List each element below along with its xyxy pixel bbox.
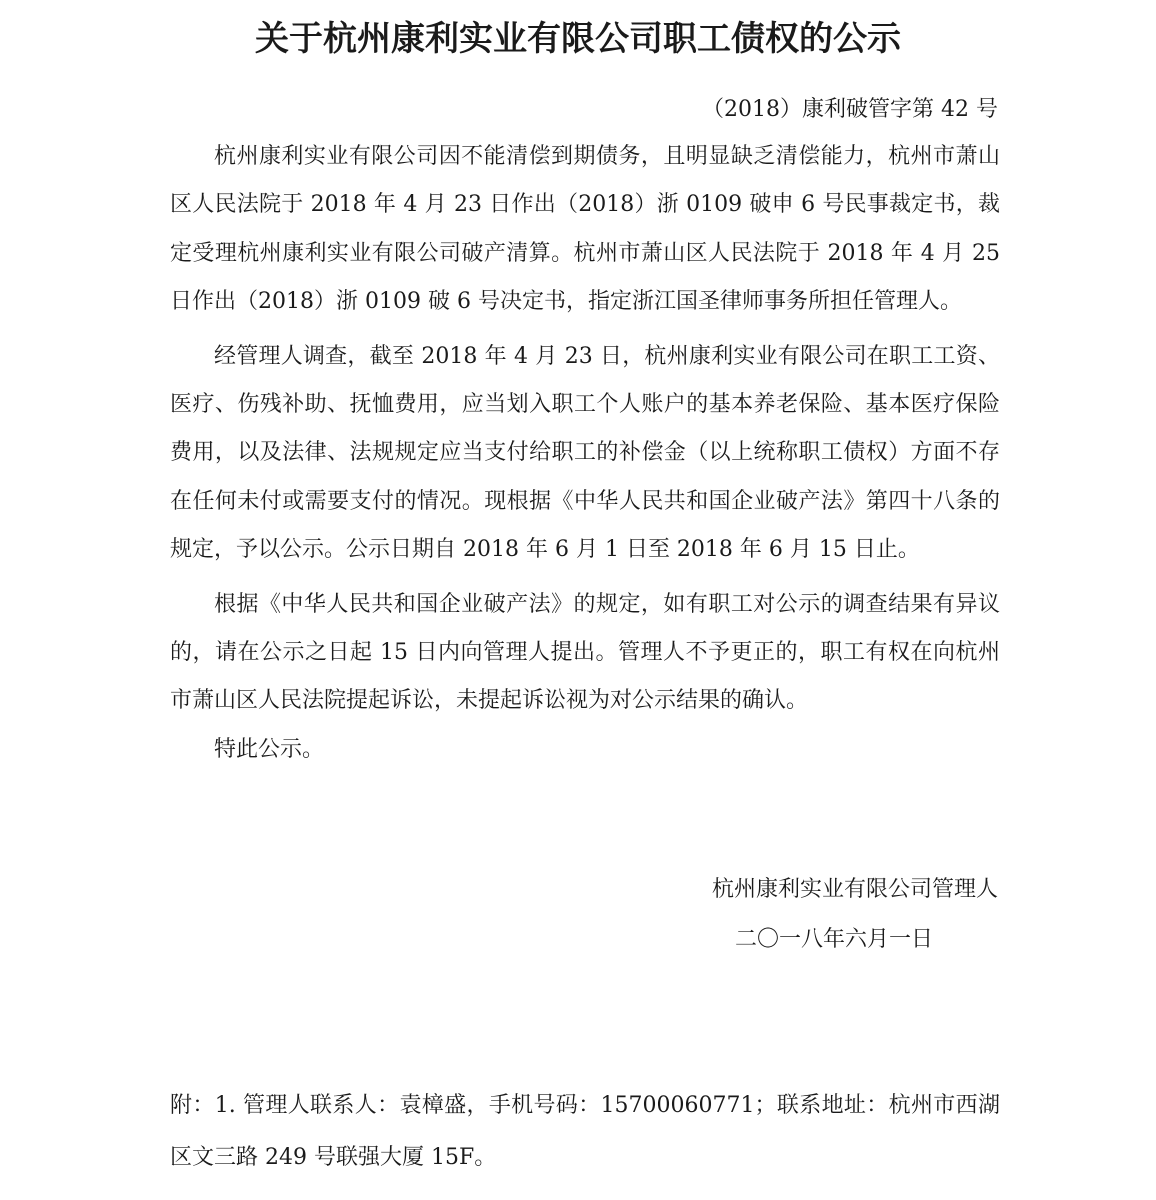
document-title: 关于杭州康利实业有限公司职工债权的公示 bbox=[255, 19, 901, 59]
appendix-contact: 附：1. 管理人联系人：袁樟盛，手机号码：15700060771；联系地址：杭州市西湖区文三路 249 号联强大厦 15F。 bbox=[170, 1093, 1000, 1170]
signature: 杭州康利实业有限公司管理人 bbox=[711, 877, 998, 902]
document-body bbox=[170, 133, 1000, 774]
paragraph-closing: 特此公示。 bbox=[214, 736, 325, 762]
paragraph-objection-procedure: 根据《中华人民共和国企业破产法》的规定，如有职工对公示的调查结果有异议的，请在公示之日起 15 日内向管理人提出。管理人不予更正的，职工有权在向杭州市萧山区人民法院提起诉讼，未提起诉讼视为对公示结果的确认。 bbox=[170, 591, 1000, 714]
document-number: （2018）康利破管字第 42 号 bbox=[702, 97, 998, 122]
signature-date: 二〇一八年六月一日 bbox=[735, 927, 934, 952]
paragraph-court-acceptance: 杭州康利实业有限公司因不能清偿到期债务，且明显缺乏清偿能力，杭州市萧山区人民法院于 2018 年 4 月 23 日作出（2018）浙 0109 破申 6 号民事裁定书，裁定受理杭州康利实业有限公司破产清算。杭州市萧山区人民法院于 2018 年 4 月 25 日作出（2018）浙 0109 破 6 号决定书，指定浙江国圣律师事务所担任管理人。 bbox=[170, 144, 1000, 315]
paragraph-investigation-result: 经管理人调查，截至 2018 年 4 月 23 日，杭州康利实业有限公司在职工工资、医疗、伤残补助、抚恤费用，应当划入职工个人账户的基本养老保险、基本医疗保险费用，以及法律、法规规定应当支付给职工的补偿金（以上统称职工债权）方面不存在任何未付或需要支付的情况。现根据《中华人民共和国企业破产法》第四十八条的规定，予以公示。公示日期自 2018 年 6 月 1 日至 2018 年 6 月 15 日止。 bbox=[170, 343, 1000, 563]
